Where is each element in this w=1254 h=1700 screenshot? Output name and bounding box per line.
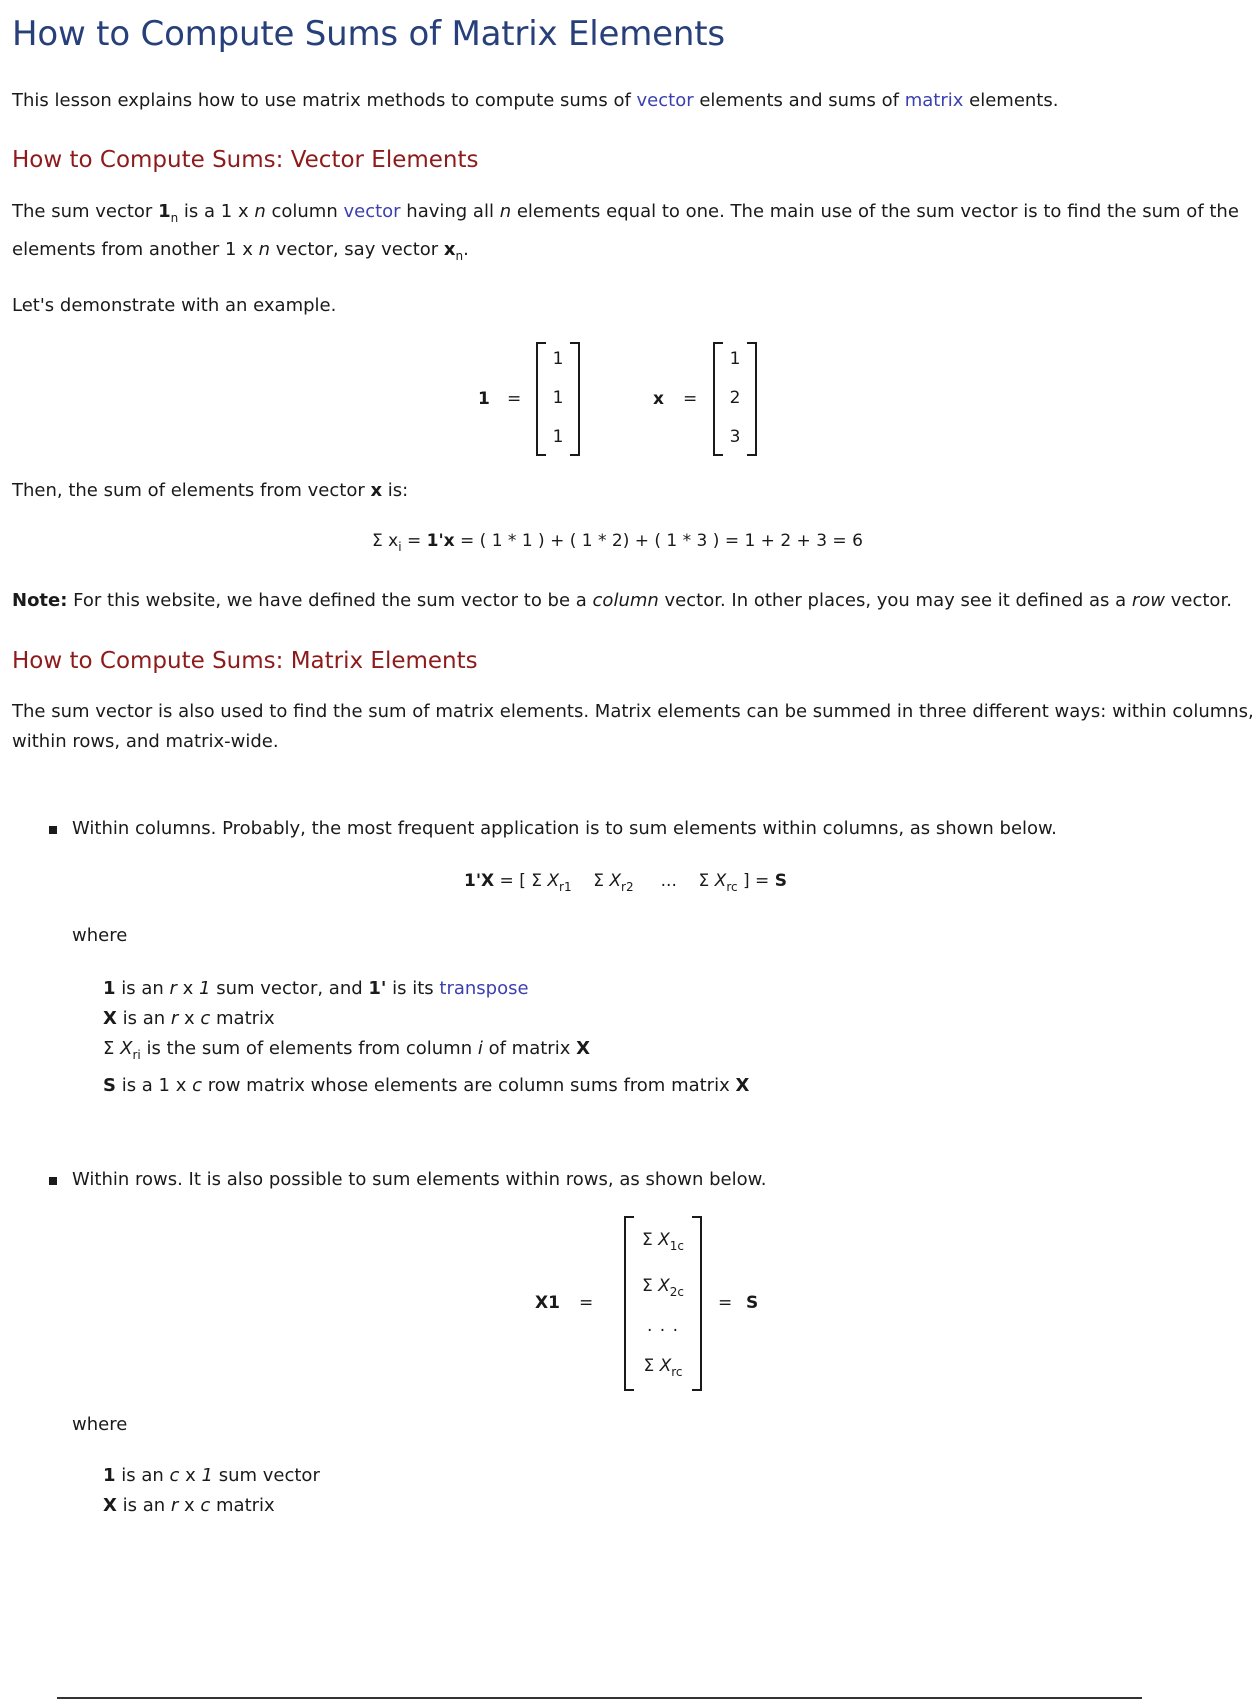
vector-section-heading: How to Compute Sums: Vector Elements bbox=[12, 147, 479, 173]
matrix-cell: 1 bbox=[552, 388, 564, 408]
column-def-3: Σ $X_{ri}$ is the sum of elements from column i of matrix X bbox=[103, 1038, 590, 1062]
equals-sign-2: = bbox=[683, 389, 698, 409]
x1-label: X1 bbox=[535, 1293, 560, 1313]
row-def-2: X is an r x c matrix bbox=[103, 1495, 275, 1516]
equals-sign-4: = bbox=[718, 1293, 733, 1313]
within-rows-bullet: Within rows. It is also possible to sum elements within rows, as shown below. bbox=[72, 1169, 767, 1190]
matrix-cell: Σ $X_{2c}$ bbox=[641, 1276, 685, 1299]
matrix-cell: . . . bbox=[646, 1316, 680, 1336]
demo-text: Let's demonstrate with an example. bbox=[12, 295, 337, 316]
where-label-1: where bbox=[72, 925, 128, 946]
column-def-4: S is a 1 x c row matrix whose elements are column sums from matrix X bbox=[103, 1075, 750, 1096]
vector-sum-formula: Σ $x_i = 1'x$ = ( 1 * 1 ) + ( 1 * 2) + ( 1 * 3 ) = 1 + 2 + 3 = 6 bbox=[372, 531, 863, 554]
s-label: S bbox=[746, 1293, 759, 1313]
column-sum-formula: 1'X = [ Σ $X_{r1}$ Σ $X_{r2}$ ... Σ $X_{rc}$ ] = S bbox=[464, 871, 787, 894]
vector-link[interactable]: vector bbox=[636, 90, 694, 111]
bullet-icon bbox=[49, 1177, 57, 1185]
note-paragraph: Note: For this website, we have defined the sum vector to be a column vector. In other places, you may see it defined as a row vector. bbox=[12, 590, 1232, 611]
transpose-link[interactable]: transpose bbox=[439, 978, 529, 999]
within-columns-bullet: Within columns. Probably, the most frequent application is to sum elements within columns, as shown below. bbox=[72, 818, 1057, 839]
column-def-1: 1 is an r x 1 sum vector, and 1' is its transpose bbox=[103, 978, 529, 999]
intro-paragraph: This lesson explains how to use matrix methods to compute sums of vector elements and sums of matrix elements. bbox=[12, 90, 1059, 111]
matrix-section-heading: How to Compute Sums: Matrix Elements bbox=[12, 648, 478, 674]
x-vector-label: x bbox=[653, 389, 664, 409]
row-sums-matrix bbox=[624, 1216, 702, 1391]
matrix-cell: 1 bbox=[552, 427, 564, 447]
matrix-paragraph-line2: within rows, and matrix-wide. bbox=[12, 731, 279, 752]
page-title: How to Compute Sums of Matrix Elements bbox=[12, 14, 725, 54]
matrix-cell: Σ $X_{1c}$ bbox=[641, 1230, 685, 1253]
matrix-cell: 1 bbox=[552, 349, 564, 369]
then-text: Then, the sum of elements from vector x is: bbox=[12, 480, 409, 501]
equals-sign-3: = bbox=[579, 1293, 594, 1313]
bullet-icon bbox=[49, 826, 57, 834]
matrix-paragraph-line1: The sum vector is also used to find the sum of matrix elements. Matrix elements can be summed in three different ways: within columns, bbox=[12, 701, 1254, 722]
vector-link-2[interactable]: vector bbox=[343, 201, 401, 222]
sum-vector-matrix bbox=[536, 342, 580, 456]
sum-vector-paragraph-line1: The sum vector $1_n$ is a 1 x n column vector having all n elements equal to one. The main use of the sum vector is to find the sum of the bbox=[12, 201, 1239, 225]
matrix-link[interactable]: matrix bbox=[904, 90, 964, 111]
matrix-cell: Σ $X_{rc}$ bbox=[643, 1356, 683, 1379]
where-label-2: where bbox=[72, 1414, 128, 1435]
x-vector-matrix bbox=[713, 342, 757, 456]
matrix-cell: 3 bbox=[729, 427, 741, 447]
matrix-cell: 2 bbox=[729, 388, 741, 408]
column-def-2: X is an r x c matrix bbox=[103, 1008, 275, 1029]
row-def-1: 1 is an c x 1 sum vector bbox=[103, 1465, 320, 1486]
sum-vector-label: 1 bbox=[478, 389, 490, 409]
footer-divider bbox=[57, 1697, 1142, 1699]
equals-sign-1: = bbox=[507, 389, 522, 409]
matrix-cell: 1 bbox=[729, 349, 741, 369]
sum-vector-paragraph-line2: elements from another 1 x n vector, say vector $x_n$. bbox=[12, 239, 469, 263]
